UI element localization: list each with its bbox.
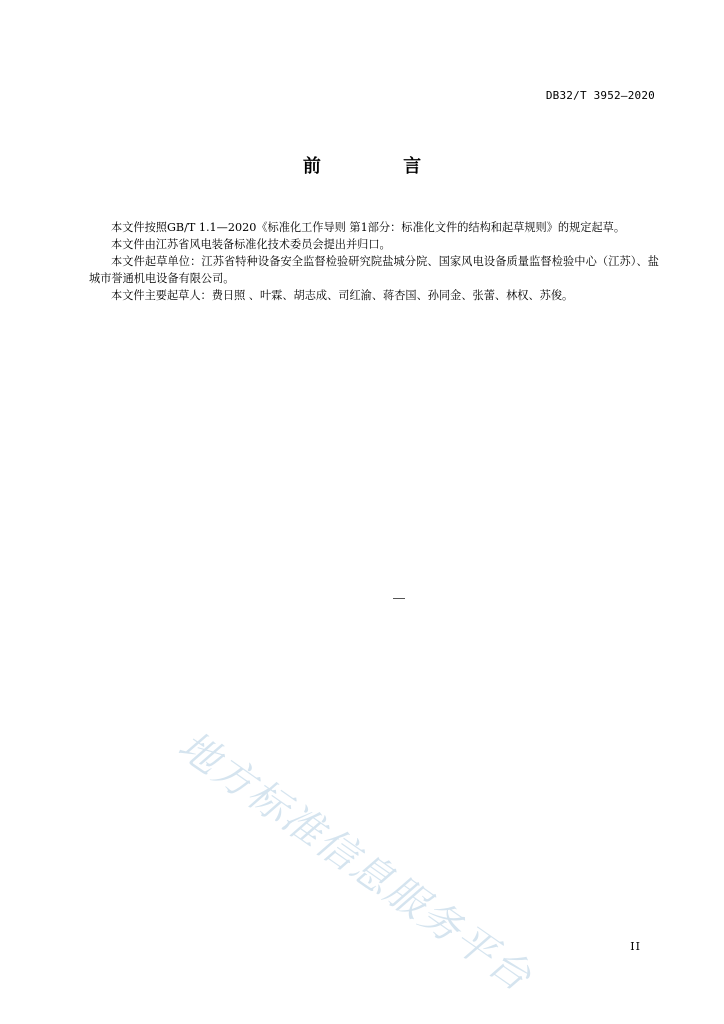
page-title: 前 言 <box>302 156 460 177</box>
foreword-body <box>89 219 659 304</box>
standard-code: DB32/T 3952—2020 <box>545 89 655 102</box>
watermark: 地方标准信息服务平台 <box>169 722 541 1002</box>
page-number: II <box>630 940 641 953</box>
center-dash <box>393 598 405 599</box>
paragraph-proposer: 本文件由江苏省风电装备标准化技术委员会提出并归口。 <box>111 238 391 251</box>
paragraph-drafters: 本文件主要起草人：费日照 、叶霖、胡志成、司红渝、蒋杏国、孙同金、张蕾、林权、苏俊。 <box>111 289 574 302</box>
paragraph-drafting-units: 本文件起草单位：江苏省特种设备安全监督检验研究院盐城分院、国家风电设备质量监督检验中心（江苏）、盐城市誉通机电设备有限公司。 <box>89 255 659 285</box>
paragraph-drafting-rules: 本文件按照GB/T 1.1—2020《标准化工作导则 第1部分：标准化文件的结构和起草规则》的规定起草。 <box>111 221 626 234</box>
